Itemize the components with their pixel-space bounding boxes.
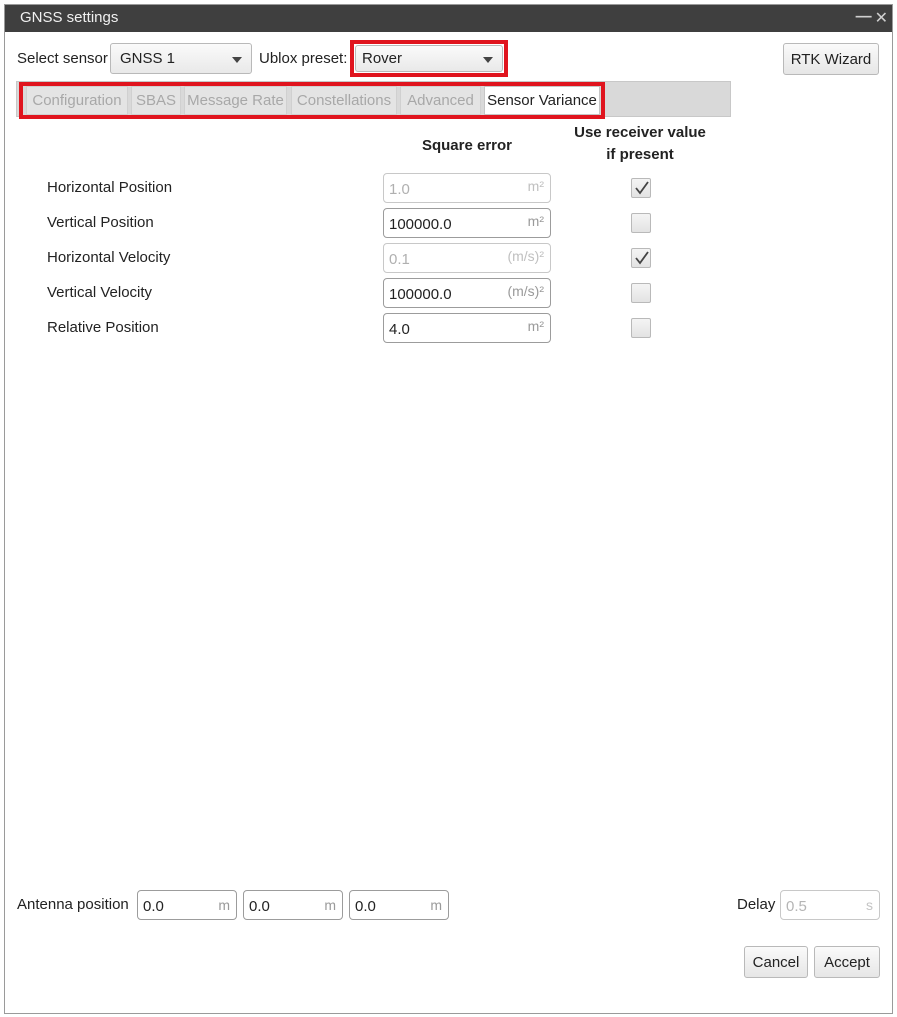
row-label-horizontal-velocity: Horizontal Velocity [47, 249, 171, 266]
field-unit: m² [527, 318, 544, 334]
tab-constellations[interactable]: Constellations [291, 86, 397, 115]
tab-advanced[interactable]: Advanced [400, 86, 481, 115]
title-bar[interactable] [5, 5, 892, 32]
chevron-down-icon [232, 57, 242, 63]
tabs-highlight-box [19, 82, 605, 119]
use-receiver-header-line2: if present [606, 146, 674, 163]
accept-button[interactable]: Accept [814, 946, 880, 978]
gnss-settings-window [4, 4, 893, 1014]
ublox-preset-label: Ublox preset: [259, 50, 348, 67]
field-value: 1.0 [389, 181, 410, 198]
field-unit: m² [527, 178, 544, 194]
field-value: 0.0 [249, 898, 270, 915]
checkmark-icon [633, 249, 651, 267]
field-unit: m [218, 897, 230, 913]
cancel-button[interactable]: Cancel [744, 946, 808, 978]
row-label-vertical-position: Vertical Position [47, 214, 154, 231]
tab-message-rate[interactable]: Message Rate [184, 86, 287, 115]
field-value: 0.1 [389, 251, 410, 268]
close-icon[interactable]: ✕ [874, 10, 888, 27]
preset-highlight-box [350, 40, 508, 77]
field-unit: (m/s)² [507, 248, 544, 264]
antenna-position-label: Antenna position [17, 896, 129, 913]
tab-sensor-variance[interactable]: Sensor Variance [484, 86, 600, 115]
antenna-z-field[interactable] [349, 890, 449, 920]
field-value: 100000.0 [389, 286, 452, 303]
field-value: 0.0 [355, 898, 376, 915]
delay-field[interactable] [780, 890, 880, 920]
field-value: 4.0 [389, 321, 410, 338]
field-unit: (m/s)² [507, 283, 544, 299]
relative-position-checkbox[interactable] [631, 318, 651, 338]
use-receiver-header-line1: Use receiver value [574, 124, 706, 141]
tab-sbas[interactable]: SBAS [131, 86, 181, 115]
horizontal-velocity-field[interactable] [383, 243, 551, 273]
minimize-icon[interactable]: — [855, 8, 872, 25]
vertical-position-field[interactable] [383, 208, 551, 238]
field-unit: s [866, 897, 873, 913]
horizontal-position-field[interactable] [383, 173, 551, 203]
horizontal-position-checkbox[interactable] [631, 178, 651, 198]
row-label-vertical-velocity: Vertical Velocity [47, 284, 153, 301]
rtk-wizard-button[interactable]: RTK Wizard [783, 43, 879, 75]
select-sensor-label: Select sensor [17, 50, 108, 67]
vertical-velocity-field[interactable] [383, 278, 551, 308]
antenna-x-field[interactable] [137, 890, 237, 920]
field-unit: m [324, 897, 336, 913]
field-value: 0.5 [786, 898, 807, 915]
window-title: GNSS settings [20, 9, 119, 26]
field-unit: m² [527, 213, 544, 229]
vertical-position-checkbox[interactable] [631, 213, 651, 233]
field-unit: m [430, 897, 442, 913]
field-value: 0.0 [143, 898, 164, 915]
horizontal-velocity-checkbox[interactable] [631, 248, 651, 268]
sensor-select[interactable] [110, 43, 252, 74]
square-error-header: Square error [421, 137, 513, 154]
tab-configuration[interactable]: Configuration [26, 86, 128, 115]
antenna-y-field[interactable] [243, 890, 343, 920]
field-value: 100000.0 [389, 216, 452, 233]
preset-select-value: Rover [362, 50, 403, 67]
row-label-horizontal-position: Horizontal Position [47, 179, 173, 196]
row-label-relative-position: Relative Position [47, 319, 159, 336]
delay-label: Delay [737, 896, 776, 913]
relative-position-field[interactable] [383, 313, 551, 343]
checkmark-icon [633, 179, 651, 197]
sensor-select-value: GNSS 1 [120, 50, 176, 67]
vertical-velocity-checkbox[interactable] [631, 283, 651, 303]
